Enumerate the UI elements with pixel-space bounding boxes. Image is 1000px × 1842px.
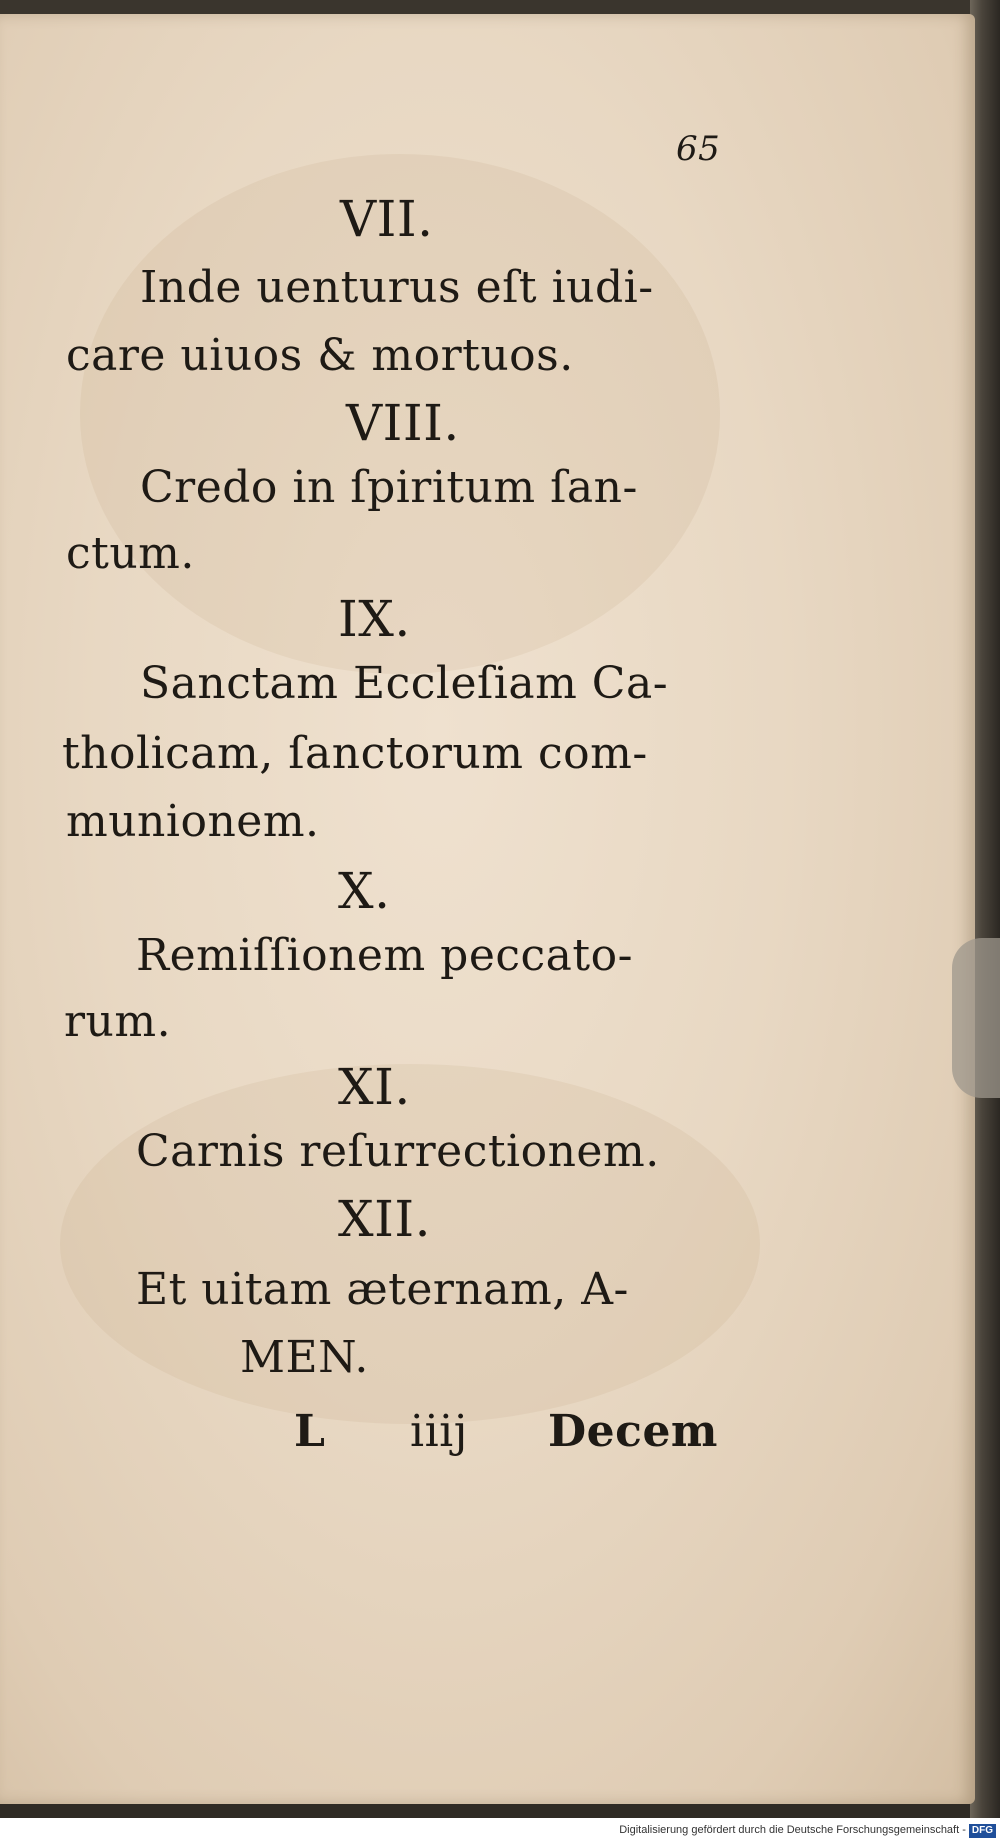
dfg-logo: DFG — [969, 1824, 996, 1838]
credit-text: Digitalisierung gefördert durch die Deutsche Forschungsgemeinschaft - — [619, 1824, 966, 1836]
text-line: munionem. — [66, 796, 320, 847]
signature-mark: L — [294, 1406, 326, 1457]
text-line: Credo in ſpiritum ſan- — [140, 462, 638, 513]
signature-number: iiij — [410, 1406, 468, 1457]
article-numeral: VII. — [340, 190, 434, 248]
text-line: Carnis reſurrectionem. — [136, 1126, 660, 1177]
digitization-credit — [0, 1818, 1000, 1842]
article-numeral: X. — [338, 862, 391, 920]
article-numeral: XII. — [338, 1190, 431, 1248]
text-line: tholicam, ſanctorum com- — [62, 728, 648, 779]
article-numeral: IX. — [338, 590, 411, 648]
text-line: rum. — [64, 996, 172, 1047]
article-numeral: XI. — [338, 1058, 411, 1116]
text-line: Sanctam Eccleſiam Ca- — [140, 658, 669, 709]
page-number: 65 — [676, 129, 721, 169]
article-numeral: VIII. — [346, 394, 460, 452]
text-line: MEN. — [240, 1332, 369, 1383]
book-page — [0, 14, 975, 1804]
catchword: Decem — [548, 1406, 718, 1457]
text-line: Et uitam æternam, A- — [136, 1264, 629, 1315]
text-line: Inde uenturus eſt iudi- — [140, 262, 654, 313]
text-line: ctum. — [66, 528, 195, 579]
bookmark-tab — [952, 938, 1000, 1098]
text-line: Remiſſionem peccato- — [136, 930, 633, 981]
text-line: care uiuos & mortuos. — [66, 330, 574, 381]
